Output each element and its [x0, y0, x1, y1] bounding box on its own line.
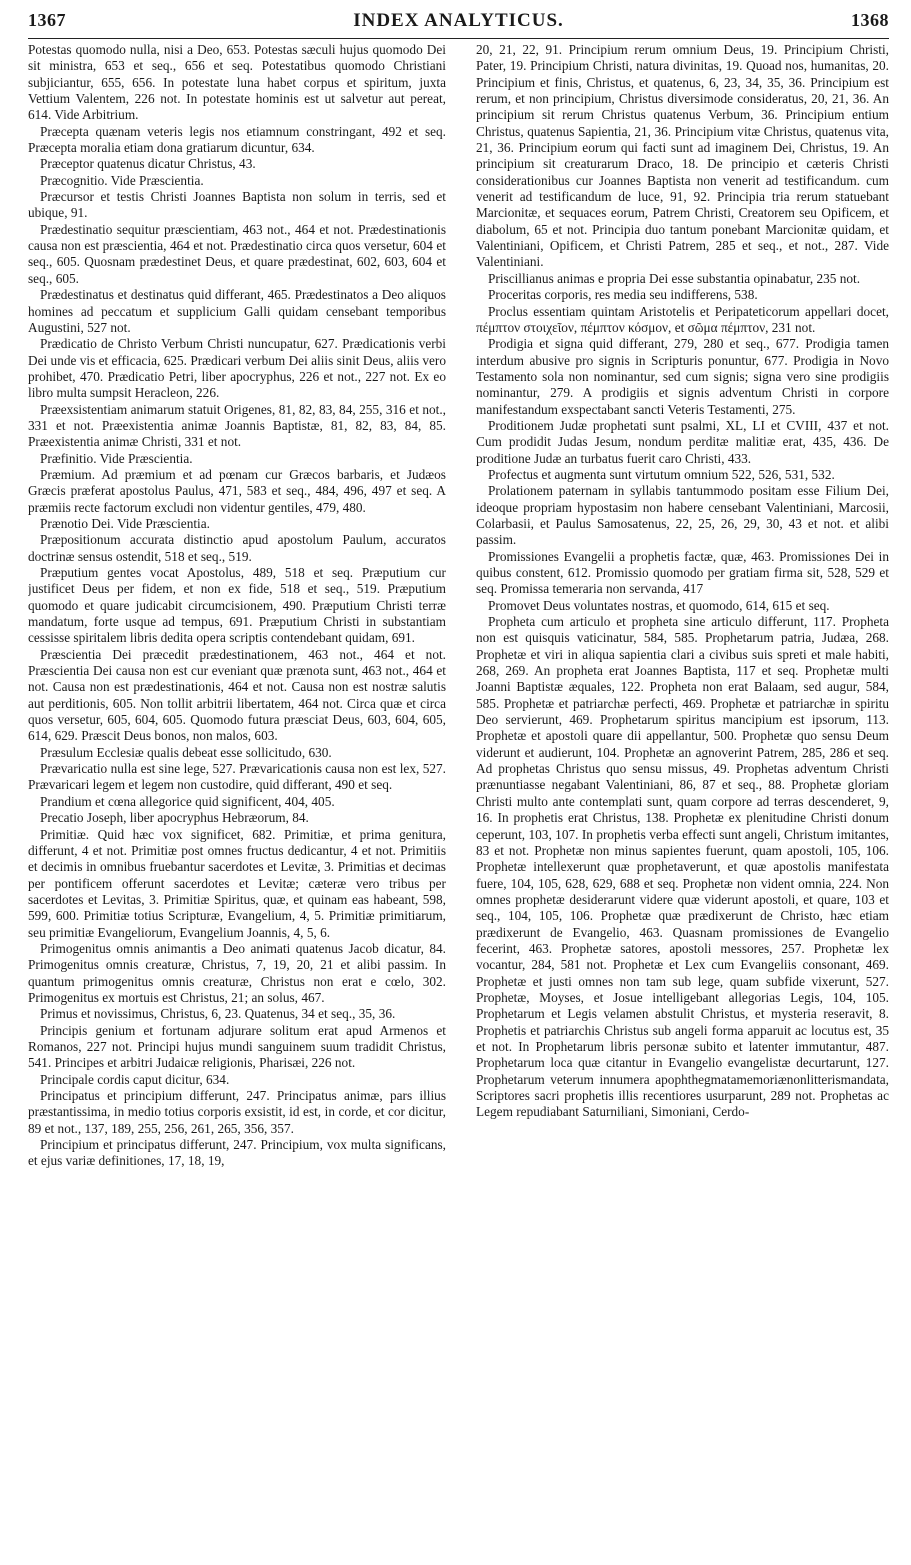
index-entry: Profectus et augmenta sunt virtutum omnium 522, 526, 531, 532. — [488, 466, 835, 482]
index-entry: Principis genium et fortunam adjurare solitum erat apud Armenos et Romanos, 227 not. Principi hujus mundi sanguinem suum tradidit Christus, 541. Principes et arbitri Judaicæ religionis, Pharisæi, 226 not. — [28, 1022, 446, 1071]
index-entry: Præmium. Ad præmium et ad pœnam cur Græcos barbaris, et Judæos Græcis præferat apostolus Paulus, 471, 583 et seq., 484, 496, 497 et seq. A præmiis recte factorum excludi non videntur gentiles, 479, 480. — [28, 466, 446, 515]
index-entry: Præscientia Dei præcedit prædestinationem, 463 not., 464 et not. Præscientia Dei causa non est cur eveniant quæ prænota sunt, 463 not., 464 et not. Causa non est prædestinationis, 464 et not. Causa non est nostræ salutis aut perditionis, 605. Non tollit arbitrii libertatem, 464 not. Circa quæ et circa quos versetur, 605, 604, 605. Quomodo futura præsciat Deus, 603, 604, 605, 614, 629. Præscit Deus bonos, non malos, 603. — [28, 646, 446, 744]
index-entry: Primus et novissimus, Christus, 6, 23. Quatenus, 34 et seq., 35, 36. — [40, 1006, 396, 1022]
index-entry: Prandium et cœna allegorice quid significent, 404, 405. — [40, 793, 335, 809]
index-entry: Priscillianus animas e propria Dei esse substantia opinabatur, 235 not. — [488, 270, 861, 286]
page-number-left: 1367 — [28, 10, 66, 30]
index-entry: Præceptor quatenus dicatur Christus, 43. — [40, 156, 256, 172]
index-entry: Proclus essentiam quintam Aristotelis et Peripateticorum appellari docet, πέμπτον στοιχεῖον, πέμπτον κόσμον, et σῶμα πέμπτον, 231 not. — [476, 303, 889, 335]
index-entry: Potestas quomodo nulla, nisi a Deo, 653. Potestas sæculi hujus quomodo Dei sit ministra, 653 et seq., 656 et seq. Potestatibus quomodo Christiani subjiciantur, 655, 656. In potestate luna habet corpus et spiritum, juxta Vettium Valentem, 226 not. In potestate hominis est ut salvetur aut pereat, 614. Vide Arbitrium. — [28, 42, 446, 123]
page-number-right: 1368 — [850, 10, 889, 30]
index-entry: Prævaricatio nulla est sine lege, 527. Prævaricationis causa non est lex, 527. Prævaricari legem et legem non custodire, quid differant, 490 et seq. — [28, 761, 446, 793]
index-entry: Precatio Joseph, liber apocryphus Hebræorum, 84. — [40, 810, 309, 826]
index-entry: Præsulum Ecclesiæ qualis debeat esse sollicitudo, 630. — [40, 744, 332, 760]
index-entry: Principale cordis caput dicitur, 634. — [40, 1071, 230, 1087]
index-entry: Præcursor et testis Christi Joannes Baptista non solum in terris, sed et ubique, 91. — [28, 189, 446, 221]
index-entry: Prolationem paternam in syllabis tantummodo positam esse Filium Dei, ideoque propriam hypostasim non habere censebant Valentiniani, Marcosii, Colarbasii, et Paulus Samosatenus, 22, 25, 26, 29, 30, 43 et not. et alibi passim. — [476, 483, 889, 548]
left-column — [28, 42, 446, 1557]
index-entry-continuation: 20, 21, 22, 91. Principium rerum omnium Deus, 19. Principium Christi, Pater, 19. Principium Christi, natura divinitas, 19. Quoad nos, humanitas, 20. Principium et finis, Christus, et quatenus, 6, 23, 34, 35, 36. Principium est rerum, et non principium, Christus diversimode consideratus, 20, 21, 36. An principium sit rerum Christus quatenus Verbum, 36. Principium entium Christus, quatenus Sapientia, 21, 36. Principium vitæ Christus, quatenus vita, 21, 36. Principium eorum qui facti sunt ad imaginem Dei, Christus, 19. An principium sit creaturarum Draco, 18. De principio et cæteris Christi considerationibus cur Joannes Baptista non venerit ad testificandum. cum venerit ad testificandum de luce, 91, 92. Principia tria rerum statuebant Marcionitæ, et sequaces eorum, Patrem Christi, Creatorem seu Opificem, et diabolum, 65 et not. Principia duo tantum ponebant Marcionitæ quidam, et Valentiniani, Opificem, et Christi Patrem, 285 et seq., et not., 287. Vide Valentiniani. — [476, 42, 889, 270]
index-entry: Promovet Deus voluntates nostras, et quomodo, 614, 615 et seq. — [488, 597, 830, 613]
index-entry: Principatus et principium differunt, 247. Principatus animæ, pars illius præstantissima, in medio totius corporis exsistit, id est, in corde, et cor dicitur, 89 et not., 137, 189, 255, 256, 261, 265, 356, 357. — [28, 1088, 446, 1136]
index-entry: Principium et principatus differunt, 247. Principium, vox multa significans, et ejus variæ definitiones, 17, 18, 19, — [28, 1137, 446, 1169]
header-rule — [28, 38, 889, 39]
index-entry: Prænotio Dei. Vide Præscientia. — [40, 515, 210, 531]
index-entry: Proceritas corporis, res media seu indifferens, 538. — [488, 287, 758, 303]
index-entry: Proditionem Judæ prophetati sunt psalmi, XL, LI et CVIII, 437 et not. Cum prodidit Judas Jesum, nondum perditæ malitiæ erat, 435, 436. De proditione Judæ an turbatus fuerit caro Christi, 433. — [476, 417, 889, 466]
index-entry: Primogenitus omnis animantis a Deo animati quatenus Jacob dicatur, 84. Primogenitus omnis creaturæ, Christus, 7, 19, 20, 21 et alibi passim. In quantum primogenitus omnis creaturæ, Christus non erat e cœlo, 302. Primogenitus ex mortuis est Christus, 21; an solus, 467. — [28, 940, 446, 1005]
running-title: INDEX ANALYTICUS. — [353, 10, 564, 31]
index-entry: Promissiones Evangelii a prophetis factæ, quæ, 463. Promissiones Dei in quibus constent, 612. Promissio quomodo per gratiam firma sit, 528, 529 et seq. Promissa temeraria non servanda, 417 — [476, 548, 889, 597]
index-entry: Præfinitio. Vide Præscientia. — [40, 450, 193, 466]
index-entry: Prodigia et signa quid differant, 279, 280 et seq., 677. Prodigia tamen interdum abusive pro signis in Scripturis ponuntur, 677. Prodigia in Novo Testamento sola non nominantur, sed cum signis; signa vero sine prodigiis nominantur, 279. A prodigiis et signis adventum Christi in corpore manifestandum exspectabant sancti Veteris Testamenti, 275. — [476, 336, 889, 417]
index-entry: Primitiæ. Quid hæc vox significet, 682. Primitiæ, et prima genitura, differunt, 4 et not. Primitiæ post omnes fructus dedicantur, 4 et not. Primitiis et decimis in omnibus fruebantur sacerdotes et Levitæ, 3. Primitias et decimas per pontificem offerunt sacerdotes et Levitæ; cæteræ vero tribus per sacerdotes et Levitas, 3. Primitiæ Spiritus, quæ, et quinam eas habeant, 598, 599, 600. Primitiæ totius Scripturæ, Evangelium, 4, 5. Primitiæ primitiarum, seu primitiæ Evangeliorum, Evangelium Joannis, 4, 5, 6. — [28, 826, 446, 940]
index-entry: Præputium gentes vocat Apostolus, 489, 518 et seq. Præputium cur justificet Deus per fidem, et non ex fide, 518 et seq., 519. Præputium quomodo et quare judicabit circumcisionem, 490. Præputium Christi terræ mandatum, forte usque ad tempus, 691. Præputium Christi in substantiam cessisse spiritalem libris dedita opera scriptis contendebant quidam, 691. — [28, 565, 446, 646]
index-entry: Præcepta quænam veteris legis nos etiamnum constringant, 492 et seq. Præcepta moralia etiam dona gratiarum dicuntur, 634. — [28, 123, 446, 156]
index-entry: Præpositionum accurata distinctio apud apostolum Paulum, accuratos doctrinæ sensus ostendit, 518 et seq., 519. — [28, 532, 446, 564]
index-entry: Præexsistentiam animarum statuit Origenes, 81, 82, 83, 84, 255, 316 et not., 331 et not. Præexistentia animæ Joannis Baptistæ, 81, 82, 83, 84, 85. Præexistentia animæ Christi, 331 et not. — [28, 401, 446, 450]
index-entry: Prædicatio de Christo Verbum Christi nuncupatur, 627. Prædicationis verbi Dei unde vis et efficacia, 625. Prædicari verbum Dei aliis sinit Deus, aliis vero prohibet, 470. Prædicatio Petri, liber apocryphus, 226 et not., 227 not. Ex eo libro multa sumpsit Heracleon, 226. — [28, 336, 446, 401]
index-entry: Propheta cum articulo et propheta sine articulo differunt, 117. Propheta non est quisquis vaticinatur, 584, 585. Prophetarum patria, Judæa, 268. Prophetæ et viri in aliqua sapientia clari a civibus suis spreti et male habiti, 268, 269. An propheta erat Joannes Baptista, 117 et seq. Prophetæ multi Joanni Baptistæ æquales, 122. Propheta non erat Balaam, sed augur, 584, 585. Prophetæ et patriarchæ perfecti, 469. Prophetæ et patriarchæ in spiritu Deo servierunt, 469. Prophetarum spiritus mancipium est ipsorum, 113. Prophetæ et apostoli quare dii appellantur, 500. Prophetæ quo sensu Deum viderunt et audierunt, 104. Prophetæ an agnoverint Patrem, 285, 286 et seq. Ad prophetas Christus quo sensu missus, 49. Prophetas adventum Christi prænuntiasse negabant Valentiniani, 86, 87 et seq., 88. Prophetæ gloriam Christi multo ante contemplati sunt, quam corpore ad terras descenderet, 9, 16. In prophetis erat Christus, 138. Prophetæ ex plenitudine Christi donum ceperunt, 103, 107. In prophetis verba effecti sunt angeli, Christum imitantes, 83 et not. Prophetæ non minus sapientes fuerunt, quam apostoli, 105, 106. Prophetæ intellexerunt quæ prophetaverunt, et quæ apostolis manifestata fuere, 104, 105, 628, 629, 688 et seq. Prophetæ non vident omnia, 224. Non omnes prophetæ desiderarunt videre quæ viderunt apostoli, et quare, 103 et seq., 104, 105, 106. Prophetæ quæ prædixerunt de Christo, hæc etiam prædixerunt de Evangelio, 463. Quasnam promissiones de Evangelio fecerint, 463. Prophetæ satores, apostoli messores, 257. Prophetæ lex vocantur, 284, 581 not. Prophetæ et Lex cum Evangeliis consonant, 469. Prophetæ et justi omnes non tam sub lege, quam subfide vixerunt, 527. Prophetæ, Moyses, et Josue intelligebant allegorias Legis, 104, 105. Prophetarum et Legis velamen abstulit Christus, et mysteria reseravit, 8. Prophetis et patriarchis Christus sub angeli forma apparuit ac locutus est, 35 et not. In Prophetarum libris personæ subito et latenter immutantur, 487. Prophetarum loca quæ citantur in Evangelio evangelistæ decurtarunt, 127. Prophetarum veterum innumera apophthegmatamemoriænonlitterismandata, Scriptores sacri prophetis illis recentiores usurparunt, 289 not. Prophetas ac Legem repudiabant Saturniliani, Simoniani, Cerdo- — [476, 614, 889, 1120]
index-entry: Prædestinatio sequitur præscientiam, 463 not., 464 et not. Prædestinationis causa non est præscientia, 464 et not. Prædestinatio circa quos versetur, 604 et seq., 605. Quosnam prædestinet Deus, et quare prædestinat, 602, 603, 604 et seq., 605. — [28, 221, 446, 286]
index-entry: Prædestinatus et destinatus quid differant, 465. Prædestinatos a Deo aliquos homines ad peccatum et supplicium Galli quidam censebant temporibus Augustini, 527 not. — [28, 287, 446, 335]
right-column — [476, 42, 889, 1557]
index-entry: Præcognitio. Vide Præscientia. — [40, 172, 204, 188]
